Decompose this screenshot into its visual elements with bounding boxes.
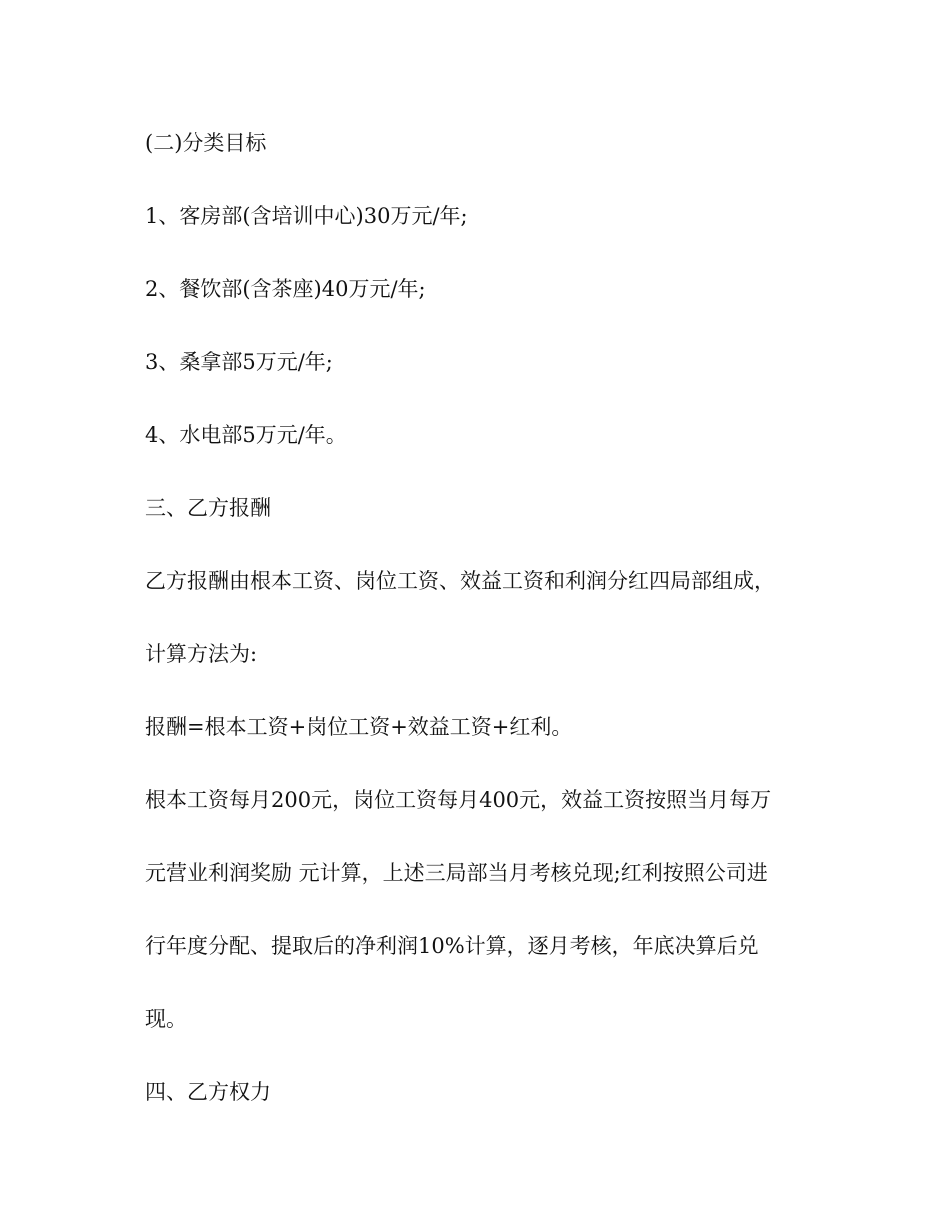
target-item-1: 1、客房部(含培训中心)30万元/年;: [145, 204, 468, 228]
paragraph-line: 行年度分配、提取后的净利润10%计算，逐月考核，年底决算后兑: [145, 934, 759, 958]
paragraph-line: 乙方报酬由根本工资、岗位工资、效益工资和利润分红四局部组成，: [145, 569, 775, 593]
formula-line: 报酬=根本工资+岗位工资+效益工资+红利。: [145, 715, 573, 739]
target-item-3: 3、桑拿部5万元/年;: [145, 350, 333, 374]
paragraph-line: 根本工资每月200元，岗位工资每月400元，效益工资按照当月每万: [145, 788, 772, 812]
paragraph-line: 计算方法为:: [145, 642, 258, 666]
paragraph-line: 现。: [145, 1007, 187, 1031]
section-heading-classification-targets: (二)分类目标: [145, 131, 267, 155]
section-heading-rights: 四、乙方权力: [145, 1080, 271, 1104]
section-heading-compensation: 三、乙方报酬: [145, 496, 271, 520]
target-item-4: 4、水电部5万元/年。: [145, 423, 347, 447]
target-item-2: 2、餐饮部(含茶座)40万元/年;: [145, 277, 426, 301]
paragraph-line: 元营业利润奖励 元计算，上述三局部当月考核兑现;红利按照公司进: [145, 861, 768, 885]
